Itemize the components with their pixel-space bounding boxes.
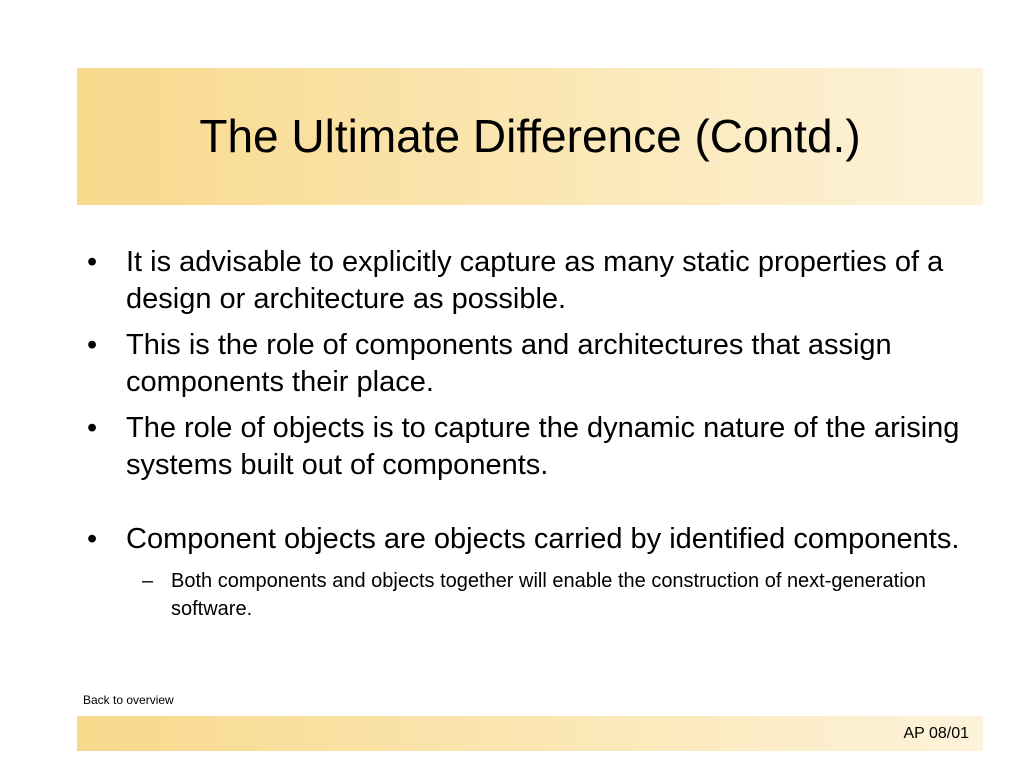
bullet-glyph: • — [87, 246, 98, 278]
sub-bullet-text: Both components and objects together will enable the construction of next-generation software. — [171, 570, 926, 620]
bullet-item — [85, 244, 965, 318]
slide-body — [85, 244, 965, 623]
bullet-text: This is the role of components and architectures that assign components their place. — [126, 329, 892, 398]
sub-bullet-glyph: – — [142, 570, 154, 592]
bullet-text: Component objects are objects carried by identified components. — [126, 523, 960, 555]
slide-title: The Ultimate Difference (Contd.) — [199, 109, 861, 162]
bullet-item — [85, 521, 965, 558]
footer-band — [77, 716, 983, 751]
bullet-text: It is advisable to explicitly capture as many static properties of a design or architecture as possible. — [126, 246, 944, 315]
title-band — [77, 68, 983, 205]
bullet-item — [85, 410, 965, 484]
back-to-overview-link[interactable]: Back to overview — [83, 693, 174, 707]
bullet-item — [85, 327, 965, 401]
bullet-glyph: • — [87, 412, 98, 444]
footer-label: AP 08/01 — [903, 725, 969, 742]
bullet-glyph: • — [87, 523, 98, 555]
sub-bullet-item — [85, 567, 965, 623]
bullet-glyph: • — [87, 329, 98, 361]
bullet-text: The role of objects is to capture the dynamic nature of the arising systems built out of components. — [126, 412, 960, 481]
